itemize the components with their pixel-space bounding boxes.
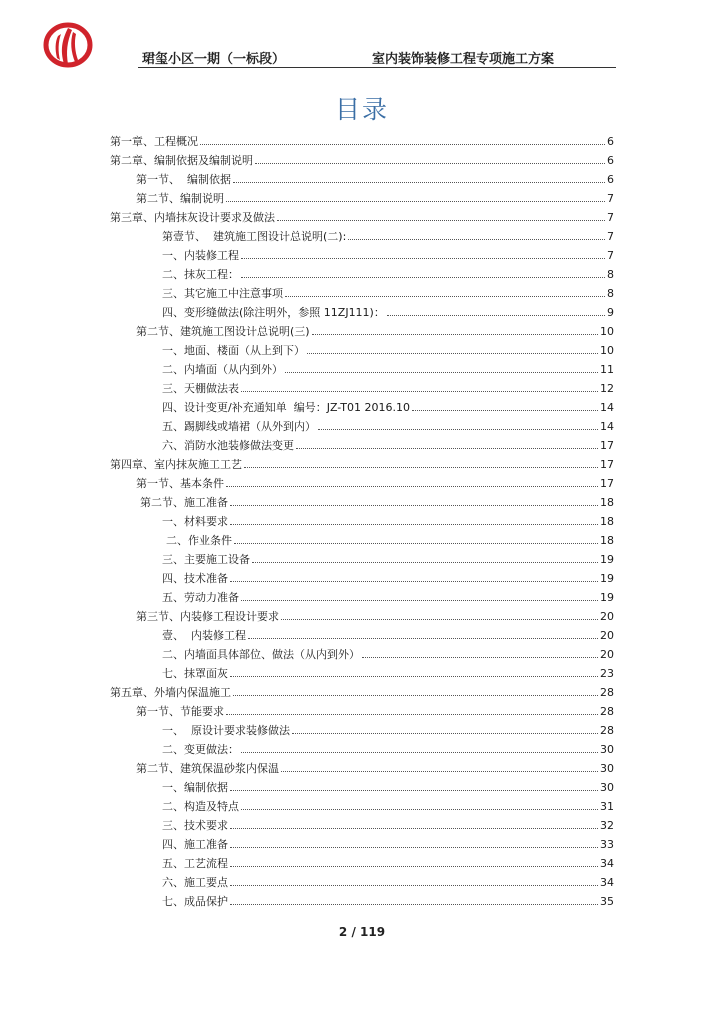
toc-entry-label: 第四章、室内抹灰施工工艺 [110,458,242,471]
toc-entry[interactable] [162,738,614,756]
toc-entry-page: 33 [600,838,614,851]
toc-entry-label: 一、地面、楼面（从上到下） [162,344,305,357]
toc-entry-label: 第一章、工程概况 [110,135,198,148]
toc-entry-label: 二、构造及特点 [162,800,239,813]
toc-entry-page: 28 [600,705,614,718]
toc-entry-page: 17 [600,439,614,452]
toc-entry[interactable] [162,662,614,680]
toc-entry-page: 17 [600,458,614,471]
toc-entry-page: 8 [607,268,614,281]
toc-entry-label: 第二节、建筑施工图设计总说明(三) [136,325,310,338]
toc-entry-label: 六、消防水池装修做法变更 [162,439,294,452]
toc-leader-dots [348,239,605,240]
toc-entry[interactable] [162,510,614,528]
toc-entry-page: 11 [600,363,614,376]
toc-leader-dots [318,429,598,430]
toc-entry-page: 10 [600,325,614,338]
toc-leader-dots [307,353,598,354]
toc-entry[interactable] [162,890,614,908]
toc-leader-dots [281,771,598,772]
toc-entry[interactable] [110,453,614,471]
toc-entry[interactable] [140,491,614,509]
toc-entry[interactable] [162,358,614,376]
toc-leader-dots [296,448,598,449]
toc-entry-page: 8 [607,287,614,300]
toc-entry[interactable] [162,624,614,642]
toc-entry[interactable] [136,472,614,490]
toc-entry-page: 35 [600,895,614,908]
toc-entry-page: 18 [600,515,614,528]
toc-entry[interactable] [110,149,614,167]
toc-entry[interactable] [162,225,614,243]
toc-entry-page: 23 [600,667,614,680]
toc-entry-label: 二、内墙面具体部位、做法（从内到外） [162,648,360,661]
toc-entry[interactable] [162,282,614,300]
toc-entry-label: 第一节、基本条件 [136,477,224,490]
toc-entry[interactable] [110,681,614,699]
toc-entry-page: 32 [600,819,614,832]
toc-leader-dots [241,277,605,278]
toc-entry[interactable] [162,833,614,851]
toc-entry-page: 19 [600,572,614,585]
toc-entry[interactable] [162,263,614,281]
toc-leader-dots [412,410,598,411]
toc-entry-page: 18 [600,534,614,547]
toc-entry-label: 第五章、外墙内保温施工 [110,686,231,699]
toc-entry-label: 一、内装修工程 [162,249,239,262]
toc-leader-dots [277,220,605,221]
toc-entry-page: 6 [607,154,614,167]
page-number [0,925,724,939]
toc-entry-label: 二、抹灰工程： [162,268,239,281]
toc-entry-label: 三、其它施工中注意事项 [162,287,283,300]
toc-entry-label: 第三章、内墙抹灰设计要求及做法 [110,211,275,224]
header-document-title: 室内装饰装修工程专项施工方案 [372,52,555,67]
toc-entry-label: 五、劳动力准备 [162,591,239,604]
toc-entry-label: 第一节、 编制依据 [136,173,231,186]
header-project-name: 珺玺小区一期（一标段） [142,52,286,67]
toc-entry[interactable] [136,187,614,205]
toc-leader-dots [255,163,605,164]
toc-entry-label: 第三节、内装修工程设计要求 [136,610,279,623]
toc-entry[interactable] [162,719,614,737]
toc-entry-label: 第二节、编制说明 [136,192,224,205]
toc-entry-page: 31 [600,800,614,813]
toc-entry-label: 三、技术要求 [162,819,228,832]
toc-entry-page: 20 [600,610,614,623]
toc-leader-dots [230,847,598,848]
toc-entry[interactable] [136,700,614,718]
toc-entry[interactable] [162,244,614,262]
toc-entry-label: 四、设计变更/补充通知单 编号：JZ-T01 2016.10 [162,401,410,414]
logo-mark [62,28,72,64]
toc-entry-page: 19 [600,591,614,604]
toc-entry-page: 18 [600,496,614,509]
toc-entry-page: 6 [607,135,614,148]
toc-leader-dots [230,828,598,829]
total-pages: 119 [360,925,386,939]
toc-entry-page: 17 [600,477,614,490]
toc-leader-dots [226,201,605,202]
toc-entry[interactable] [166,529,614,547]
toc-entry[interactable] [162,776,614,794]
toc-leader-dots [230,866,598,867]
toc-leader-dots [241,752,598,753]
toc-entry-page: 28 [600,686,614,699]
toc-entry-label: 第二节、建筑保温砂浆内保温 [136,762,279,775]
toc-entry-label: 七、成品保护 [162,895,228,908]
toc-entry[interactable] [136,605,614,623]
toc-leader-dots [233,182,605,183]
toc-entry-label: 四、变形缝做法(除注明外，参照 11ZJ111)： [162,306,385,319]
toc-leader-dots [230,581,598,582]
toc-entry[interactable] [162,814,614,832]
toc-entry-label: 第一节、节能要求 [136,705,224,718]
toc-entry-label: 五、踢脚线或墙裙（从外到内） [162,420,316,433]
toc-entry-page: 28 [600,724,614,737]
toc-entry[interactable] [110,130,614,148]
toc-entry-label: 七、抹罩面灰 [162,667,228,680]
toc-leader-dots [285,372,598,373]
toc-entry-label: 一、材料要求 [162,515,228,528]
toc-entry-page: 10 [600,344,614,357]
toc-entry-label: 第二章、编制依据及编制说明 [110,154,253,167]
toc-leader-dots [244,467,598,468]
header-divider [138,67,616,68]
toc-entry-page: 34 [600,857,614,870]
company-logo [42,22,94,68]
toc-entry-page: 7 [607,211,614,224]
page-title: 目录 [334,95,389,124]
toc-entry[interactable] [162,301,614,319]
toc-leader-dots [248,638,598,639]
toc-leader-dots [230,676,598,677]
toc-leader-dots [230,904,598,905]
toc-entry-label: 一、 原设计要求装修做法 [162,724,290,737]
toc-entry-page: 12 [600,382,614,395]
toc-leader-dots [281,619,598,620]
toc-entry-label: 四、施工准备 [162,838,228,851]
toc-entry-label: 壹、 内装修工程 [162,629,246,642]
toc-entry-label: 三、天棚做法表 [162,382,239,395]
toc-entry-label: 四、技术准备 [162,572,228,585]
toc-leader-dots [200,144,605,145]
toc-leader-dots [252,562,598,563]
toc-leader-dots [234,543,598,544]
toc-entry-label: 第壹节、 建筑施工图设计总说明(二): [162,230,347,243]
toc-entry-label: 二、内墙面（从内到外） [162,363,283,376]
toc-entry-page: 19 [600,553,614,566]
toc-entry[interactable] [162,586,614,604]
toc-entry[interactable] [162,548,614,566]
toc-entry-label: 一、编制依据 [162,781,228,794]
toc-leader-dots [241,809,598,810]
toc-leader-dots [226,714,598,715]
toc-entry[interactable] [162,567,614,585]
toc-entry-page: 14 [600,420,614,433]
toc-entry-label: 二、变更做法： [162,743,239,756]
toc-entry-page: 7 [607,230,614,243]
toc-entry-page: 34 [600,876,614,889]
toc-entry-page: 20 [600,648,614,661]
toc-entry-label: 五、工艺流程 [162,857,228,870]
toc-entry[interactable] [162,396,614,414]
toc-entry-page: 20 [600,629,614,642]
toc-leader-dots [312,334,598,335]
page-separator: / [351,925,356,939]
toc-entry-page: 30 [600,762,614,775]
toc-leader-dots [226,486,598,487]
toc-entry[interactable] [162,339,614,357]
toc-entry-page: 30 [600,781,614,794]
toc-entry[interactable] [162,415,614,433]
toc-leader-dots [241,391,598,392]
toc-entry-page: 14 [600,401,614,414]
toc-entry[interactable] [136,320,614,338]
toc-entry-label: 第二节、施工准备 [140,496,228,509]
toc-entry-label: 二、作业条件 [166,534,232,547]
toc-entry-page: 6 [607,173,614,186]
toc-leader-dots [241,600,598,601]
toc-leader-dots [233,695,598,696]
toc-entry[interactable] [162,377,614,395]
toc-entry-page: 9 [607,306,614,319]
toc-leader-dots [230,505,598,506]
toc-entry[interactable] [136,168,614,186]
current-page: 2 [338,925,348,939]
toc-leader-dots [230,885,598,886]
toc-entry[interactable] [162,871,614,889]
toc-entry[interactable] [162,795,614,813]
toc-entry-page: 7 [607,249,614,262]
toc-entry[interactable] [110,206,614,224]
toc-entry-page: 7 [607,192,614,205]
toc-entry[interactable] [136,757,614,775]
toc-leader-dots [285,296,605,297]
toc-entry[interactable] [162,434,614,452]
toc-entry-label: 三、主要施工设备 [162,553,250,566]
toc-leader-dots [230,524,598,525]
toc-leader-dots [362,657,598,658]
toc-leader-dots [387,315,605,316]
toc-entry-label: 六、施工要点 [162,876,228,889]
toc-leader-dots [230,790,598,791]
toc-leader-dots [241,258,605,259]
toc-leader-dots [292,733,598,734]
toc-entry[interactable] [162,643,614,661]
toc-entry[interactable] [162,852,614,870]
toc-entry-page: 30 [600,743,614,756]
